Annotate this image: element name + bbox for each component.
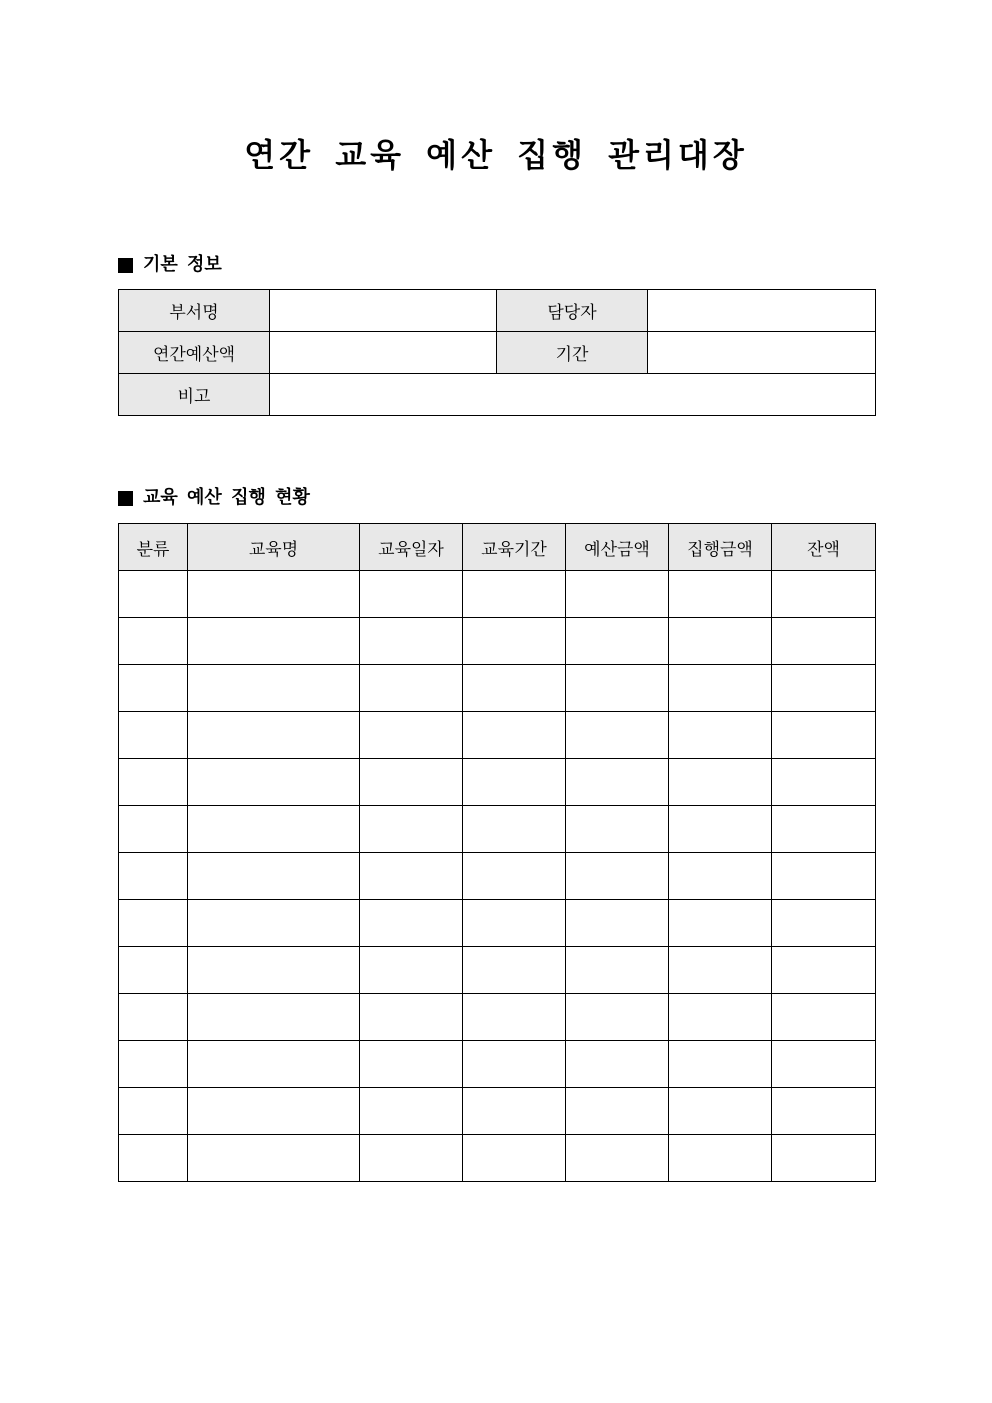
budget-status-table	[118, 523, 876, 1182]
course-period-cell[interactable]	[463, 665, 566, 712]
executed-amount-cell[interactable]	[669, 994, 772, 1041]
info-row	[119, 332, 876, 374]
balance-cell[interactable]	[772, 712, 876, 759]
executed-amount-cell[interactable]	[669, 1135, 772, 1182]
course-name-cell[interactable]	[188, 571, 360, 618]
budget-amount-cell[interactable]	[566, 665, 669, 712]
course-name-cell[interactable]	[188, 947, 360, 994]
course-date-cell[interactable]	[360, 712, 463, 759]
manager-field[interactable]	[648, 290, 876, 332]
course-date-cell[interactable]	[360, 853, 463, 900]
department-label: 부서명	[119, 290, 270, 332]
category-cell[interactable]	[119, 947, 188, 994]
table-row	[119, 1088, 876, 1135]
column-header-executed-amount: 집행금액	[669, 524, 772, 571]
budget-amount-cell[interactable]	[566, 759, 669, 806]
course-name-cell[interactable]	[188, 712, 360, 759]
square-bullet-icon	[118, 491, 133, 506]
course-period-cell[interactable]	[463, 1041, 566, 1088]
budget-amount-cell[interactable]	[566, 900, 669, 947]
balance-cell[interactable]	[772, 759, 876, 806]
balance-cell[interactable]	[772, 571, 876, 618]
budget-amount-cell[interactable]	[566, 947, 669, 994]
info-row	[119, 374, 876, 416]
table-row	[119, 618, 876, 665]
course-date-cell[interactable]	[360, 759, 463, 806]
course-date-cell[interactable]	[360, 1041, 463, 1088]
course-date-cell[interactable]	[360, 618, 463, 665]
category-cell[interactable]	[119, 994, 188, 1041]
category-cell[interactable]	[119, 900, 188, 947]
balance-cell[interactable]	[772, 806, 876, 853]
category-cell[interactable]	[119, 1088, 188, 1135]
category-cell[interactable]	[119, 571, 188, 618]
course-period-cell[interactable]	[463, 1135, 566, 1182]
course-date-cell[interactable]	[360, 900, 463, 947]
course-date-cell[interactable]	[360, 947, 463, 994]
course-period-cell[interactable]	[463, 994, 566, 1041]
budget-amount-cell[interactable]	[566, 1088, 669, 1135]
budget-amount-cell[interactable]	[566, 618, 669, 665]
remarks-field[interactable]	[270, 374, 876, 416]
course-period-cell[interactable]	[463, 900, 566, 947]
balance-cell[interactable]	[772, 1135, 876, 1182]
section-heading-label: 기본 정보	[143, 254, 222, 275]
basic-info-table	[118, 289, 876, 416]
table-row	[119, 994, 876, 1041]
category-cell[interactable]	[119, 665, 188, 712]
course-name-cell[interactable]	[188, 900, 360, 947]
category-cell[interactable]	[119, 1135, 188, 1182]
executed-amount-cell[interactable]	[669, 806, 772, 853]
budget-amount-cell[interactable]	[566, 571, 669, 618]
executed-amount-cell[interactable]	[669, 853, 772, 900]
budget-table-body	[119, 571, 876, 1182]
category-cell[interactable]	[119, 806, 188, 853]
info-row	[119, 290, 876, 332]
remarks-label: 비고	[119, 374, 270, 416]
section-heading-budget-status	[118, 486, 310, 510]
balance-cell[interactable]	[772, 853, 876, 900]
table-row	[119, 806, 876, 853]
category-cell[interactable]	[119, 853, 188, 900]
course-name-cell[interactable]	[188, 1088, 360, 1135]
table-row	[119, 1041, 876, 1088]
section-heading-label: 교육 예산 집행 현황	[143, 487, 310, 508]
category-cell[interactable]	[119, 1041, 188, 1088]
budget-amount-cell[interactable]	[566, 853, 669, 900]
balance-cell[interactable]	[772, 665, 876, 712]
column-header-balance: 잔액	[772, 524, 876, 571]
course-date-cell[interactable]	[360, 994, 463, 1041]
category-cell[interactable]	[119, 759, 188, 806]
column-header-course-period: 교육기간	[463, 524, 566, 571]
category-cell[interactable]	[119, 712, 188, 759]
course-name-cell[interactable]	[188, 853, 360, 900]
course-name-cell[interactable]	[188, 665, 360, 712]
executed-amount-cell[interactable]	[669, 900, 772, 947]
table-row	[119, 712, 876, 759]
course-name-cell[interactable]	[188, 1041, 360, 1088]
budget-amount-cell[interactable]	[566, 712, 669, 759]
executed-amount-cell[interactable]	[669, 665, 772, 712]
course-date-cell[interactable]	[360, 571, 463, 618]
course-date-cell[interactable]	[360, 1135, 463, 1182]
executed-amount-cell[interactable]	[669, 1088, 772, 1135]
annual-budget-field[interactable]	[270, 332, 497, 374]
manager-label: 담당자	[497, 290, 648, 332]
square-bullet-icon	[118, 258, 133, 273]
course-period-cell[interactable]	[463, 618, 566, 665]
course-period-cell[interactable]	[463, 1088, 566, 1135]
table-row	[119, 853, 876, 900]
annual-budget-label: 연간예산액	[119, 332, 270, 374]
document-title: 연간 교육 예산 집행 관리대장	[244, 136, 748, 174]
table-row	[119, 571, 876, 618]
course-period-cell[interactable]	[463, 759, 566, 806]
executed-amount-cell[interactable]	[669, 712, 772, 759]
budget-amount-cell[interactable]	[566, 1041, 669, 1088]
section-heading-basic-info	[118, 253, 222, 277]
table-row	[119, 900, 876, 947]
course-name-cell[interactable]	[188, 618, 360, 665]
budget-amount-cell[interactable]	[566, 994, 669, 1041]
course-period-cell[interactable]	[463, 806, 566, 853]
course-period-cell[interactable]	[463, 947, 566, 994]
budget-amount-cell[interactable]	[566, 806, 669, 853]
budget-amount-cell[interactable]	[566, 1135, 669, 1182]
table-row	[119, 947, 876, 994]
table-row	[119, 1135, 876, 1182]
balance-cell[interactable]	[772, 900, 876, 947]
course-name-cell[interactable]	[188, 1135, 360, 1182]
balance-cell[interactable]	[772, 1041, 876, 1088]
executed-amount-cell[interactable]	[669, 947, 772, 994]
course-period-cell[interactable]	[463, 712, 566, 759]
executed-amount-cell[interactable]	[669, 759, 772, 806]
course-date-cell[interactable]	[360, 806, 463, 853]
column-header-course-date: 교육일자	[360, 524, 463, 571]
course-period-cell[interactable]	[463, 571, 566, 618]
balance-cell[interactable]	[772, 1088, 876, 1135]
balance-cell[interactable]	[772, 618, 876, 665]
course-name-cell[interactable]	[188, 759, 360, 806]
balance-cell[interactable]	[772, 947, 876, 994]
column-header-category: 분류	[119, 524, 188, 571]
period-field[interactable]	[648, 332, 876, 374]
executed-amount-cell[interactable]	[669, 1041, 772, 1088]
course-date-cell[interactable]	[360, 1088, 463, 1135]
table-row	[119, 665, 876, 712]
department-field[interactable]	[270, 290, 497, 332]
table-header-row	[119, 524, 876, 571]
course-name-cell[interactable]	[188, 806, 360, 853]
period-label: 기간	[497, 332, 648, 374]
course-name-cell[interactable]	[188, 994, 360, 1041]
category-cell[interactable]	[119, 618, 188, 665]
course-period-cell[interactable]	[463, 853, 566, 900]
balance-cell[interactable]	[772, 994, 876, 1041]
table-row	[119, 759, 876, 806]
column-header-budget-amount: 예산금액	[566, 524, 669, 571]
course-date-cell[interactable]	[360, 665, 463, 712]
executed-amount-cell[interactable]	[669, 571, 772, 618]
executed-amount-cell[interactable]	[669, 618, 772, 665]
column-header-course-name: 교육명	[188, 524, 360, 571]
